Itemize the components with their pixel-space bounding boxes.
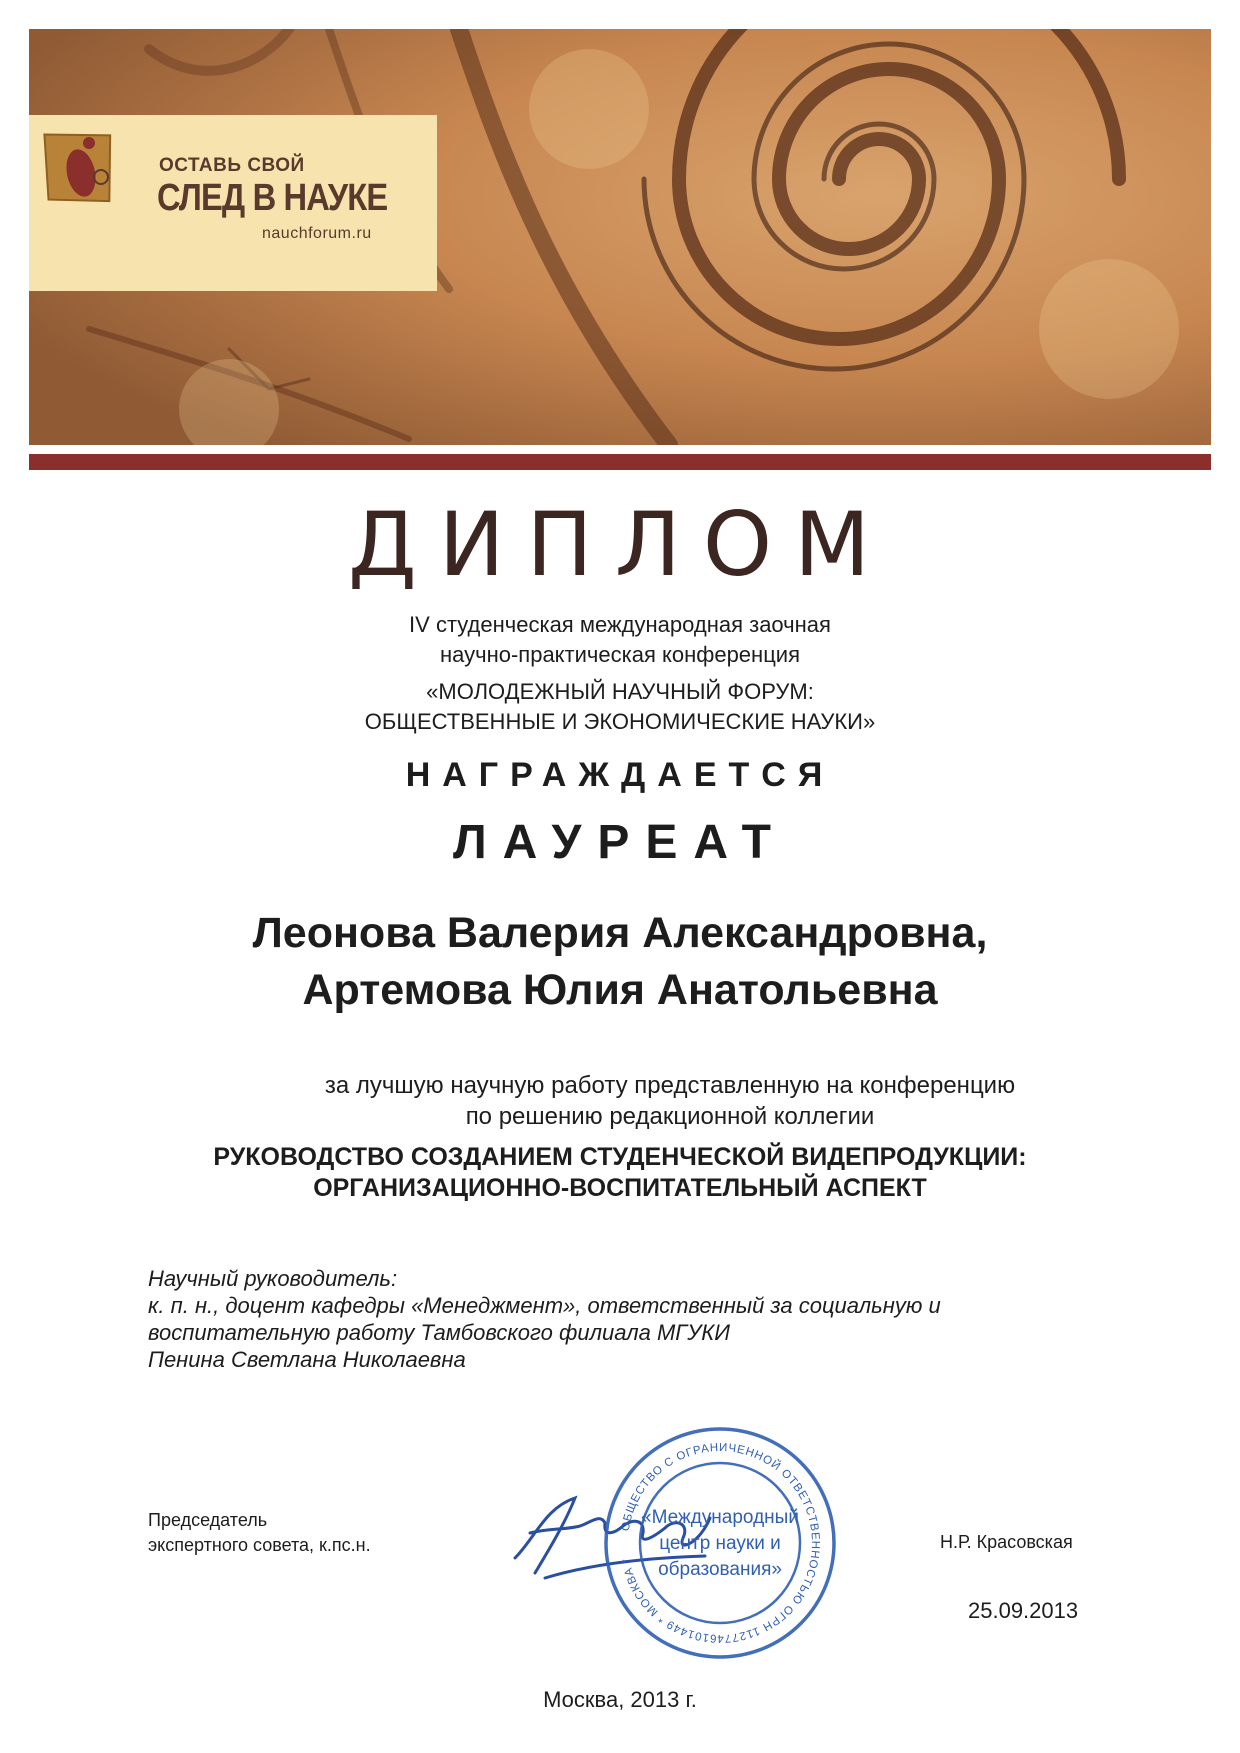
issue-place: Москва, 2013 г. xyxy=(543,1687,697,1712)
supervisor-line-1: к. п. н., доцент кафедры «Менеджмент», ответственный за социальную и xyxy=(148,1293,941,1318)
signatory-position xyxy=(148,1508,371,1558)
recipient-name-1: Леонова Валерия Александровна, xyxy=(252,909,988,957)
signatory-position-line-1: Председатель xyxy=(148,1510,268,1530)
conference-line-2: научно-практическая конференция xyxy=(439,642,800,667)
reason-line-1: за лучшую научную работу представленную на конференцию xyxy=(324,1072,1016,1099)
issue-date: 25.09.2013 xyxy=(968,1598,1079,1623)
supervisor-block xyxy=(148,1265,941,1373)
supervisor-line-2: воспитательную работу Тамбовского филиала МГУКИ xyxy=(148,1320,731,1345)
reason-line-2: по решению редакционной коллегии xyxy=(465,1103,875,1130)
conference-line-4: ОБЩЕСТВЕННЫЕ И ЭКОНОМИЧЕСКИЕ НАУКИ» xyxy=(364,709,876,734)
footprint-logo-icon xyxy=(29,115,129,215)
logo xyxy=(29,115,437,291)
conference-line-1: IV студенческая международная заочная xyxy=(409,612,831,637)
header-banner xyxy=(29,29,1211,445)
signatory-name: Н.Р. Красовская xyxy=(940,1532,1073,1552)
stamp-center-line-3: образования» xyxy=(658,1559,782,1580)
conference-line-3: «МОЛОДЕЖНЫЙ НАУЧНЫЙ ФОРУМ: xyxy=(426,679,814,704)
awarded-heading: НАГРАЖДАЕТСЯ xyxy=(405,756,835,794)
recipient-name-2: Артемова Юлия Анатольевна xyxy=(302,966,938,1014)
organization-stamp xyxy=(600,1423,840,1663)
logo-name: СЛЕД В НАУКЕ xyxy=(157,177,388,219)
rank-heading: ЛАУРЕАТ xyxy=(453,816,787,869)
stamp-ring-text: ОБЩЕСТВО С ОГРАНИЧЕННОЙ ОТВЕТСТВЕННОСТЬЮ ОГРН 1127746101449 * МОСКВА * xyxy=(619,1441,822,1645)
supervisor-name: Пенина Светлана Николаевна xyxy=(148,1347,466,1372)
logo-tagline: ОСТАВЬ СВОЙ xyxy=(159,155,305,176)
work-title-line-1: РУКОВОДСТВО СОЗДАНИЕМ СТУДЕНЧЕСКОЙ ВИДЕПРОДУКЦИИ: xyxy=(213,1143,1027,1171)
signatory-position-line-2: экспертного совета, к.пс.н. xyxy=(148,1535,371,1555)
divider-bar xyxy=(29,454,1211,470)
stamp-center-line-2: центр науки и xyxy=(659,1533,781,1554)
diploma-title: ДИПЛОМ xyxy=(347,493,893,596)
work-title-line-2: ОРГАНИЗАЦИОННО-ВОСПИТАТЕЛЬНЫЙ АСПЕКТ xyxy=(313,1174,927,1202)
logo-url: nauchforum.ru xyxy=(262,225,372,242)
supervisor-label: Научный руководитель: xyxy=(148,1266,398,1291)
stamp-center-line-1: «Международный xyxy=(641,1507,799,1528)
